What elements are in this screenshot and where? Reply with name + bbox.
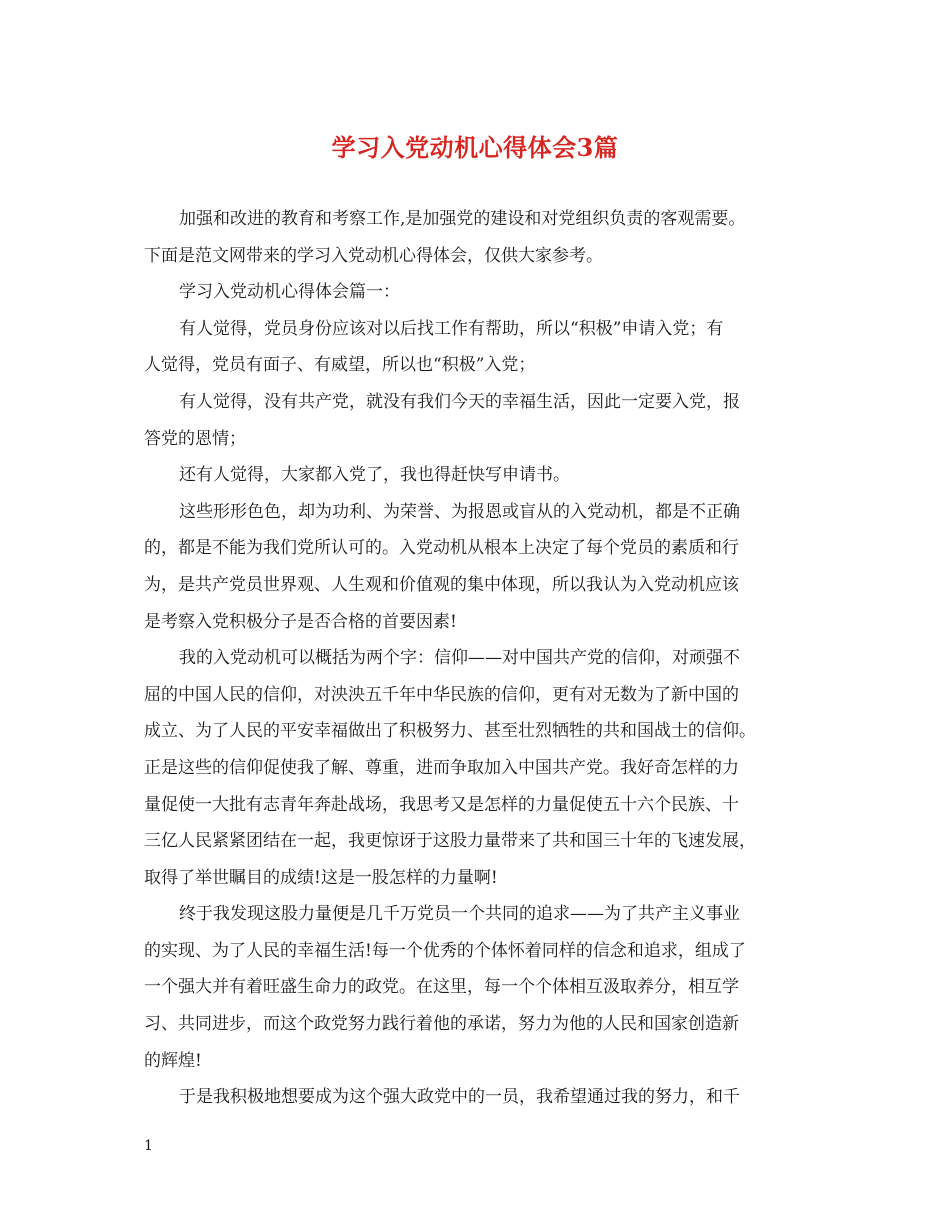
text-line: 是考察入党积极分子是否合格的首要因素! [144, 611, 457, 632]
text-line: 我的入党动机可以概括为两个字：信仰——对中国共产党的信仰，对顽强不 [179, 648, 740, 669]
text-line: 三亿人民紧紧团结在一起，我更惊讶于这股力量带来了共和国三十年的飞速发展， [144, 831, 756, 852]
document-body [144, 201, 808, 1116]
text-line: 一个强大并有着旺盛生命力的政党。在这里，每一个个体相互汲取养分，相互学 [144, 977, 739, 998]
text-line: 取得了举世瞩目的成绩!这是一股怎样的力量啊! [144, 867, 498, 888]
text-line: 屈的中国人民的信仰，对泱泱五千年中华民族的信仰，更有对无数为了新中国的 [144, 684, 739, 705]
text-line: 还有人觉得，大家都入党了，我也得赶快写申请书。 [179, 465, 570, 486]
page-number: 1 [144, 1138, 153, 1154]
text-line: 终于我发现这股力量便是几千万党员一个共同的追求——为了共产主义事业 [179, 904, 740, 925]
text-line: 答党的恩情； [144, 428, 246, 449]
document-title: 学习入党动机心得体会3篇 [331, 133, 619, 162]
text-line: 学习入党动机心得体会篇一： [179, 282, 400, 303]
text-line: 正是这些的信仰促使我了解、尊重，进而争取加入中国共产党。我好奇怎样的力 [144, 757, 739, 778]
text-line: 成立、为了人民的平安幸福做出了积极努力、甚至壮烈牺牲的共和国战士的信仰。 [144, 721, 756, 742]
text-line: 有人觉得，党员身份应该对以后找工作有帮助，所以“积极”申请入党；有 [179, 318, 724, 339]
text-line: 这些形形色色，却为功利、为荣誉、为报恩或盲从的入党动机，都是不正确 [179, 501, 740, 522]
text-line: 的实现、为了人民的幸福生活!每一个优秀的个体怀着同样的信念和追求，组成了 [144, 940, 746, 961]
text-line: 加强和改进的教育和考察工作,是加强党的建设和对党组织负责的客观需要。 [179, 209, 746, 229]
text-line: 于是我积极地想要成为这个强大政党中的一员，我希望通过我的努力，和千 [179, 1087, 740, 1108]
text-line: 的辉煌! [144, 1050, 202, 1071]
text-line: 下面是范文网带来的学习入党动机心得体会，仅供大家参考。 [144, 245, 603, 266]
text-line: 量促使一大批有志青年奔赴战场，我思考又是怎样的力量促使五十六个民族、十 [144, 794, 739, 815]
text-line: 有人觉得，没有共产党，就没有我们今天的幸福生活，因此一定要入党，报 [179, 391, 740, 412]
text-line: 习、共同进步，而这个政党努力践行着他的承诺，努力为他的人民和国家创造新 [144, 1014, 739, 1035]
text-line: 为，是共产党员世界观、人生观和价值观的集中体现，所以我认为入党动机应该 [144, 574, 739, 595]
text-line: 的，都是不能为我们党所认可的。入党动机从根本上决定了每个党员的素质和行 [144, 538, 739, 559]
text-line: 人觉得，党员有面子、有威望，所以也“积极”入党； [144, 355, 536, 376]
